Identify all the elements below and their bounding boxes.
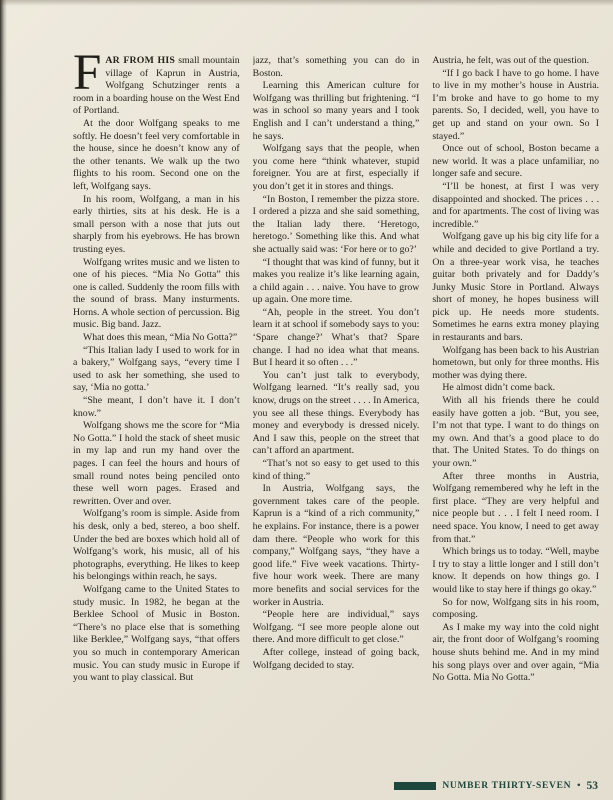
article-column-3: [432, 55, 599, 797]
footer-rule: [394, 782, 436, 790]
article-paragraph: “People here are individual,” says Wolfgang. “I see more people alone out there. And more difficult to get close.”: [252, 609, 420, 646]
issue-label: NUMBER THIRTY-SEVEN: [442, 781, 572, 791]
article-paragraph: Austria, he felt, was out of the question.: [432, 55, 590, 66]
article-paragraph: “Ah, people in the street. You don’t learn it at school if somebody says to you: ‘Spare change?’ What’s that? Spare change. I had no idea what that means. But I heard it so often . . .”: [252, 306, 420, 369]
footer-separator: •: [577, 781, 581, 791]
article-paragraph: Wolfgang shows me the score for “Mia No Gotta.” I hold the stack of sheet music in my lap and run my hand over the pages. I can feel the hours and hours of small round notes being penciled onto these well worn pages. Erased and rewritten. Over and over.: [73, 420, 240, 507]
article-paragraph: In Austria, Wolfgang says, the government takes care of the people. Kaprun is a “kind of a rich community,” he explains. For instance, there is a power dam there. “People who work for this company,” Wolfgang says, “they have a good life.” Five week vacations. Thirty-five hour work week. There are many more benefits and social services for the worker in Austria.: [252, 483, 420, 608]
drop-cap: F: [73, 55, 102, 101]
page-footer: [394, 780, 598, 792]
article-paragraph: “If I go back I have to go home. I have to live in my mother’s house in Austria. I’m broke and have to go home to my parents. So, I decided, well, you have to get up and stand on your own. So I stayed.”: [432, 67, 600, 142]
article-paragraph: After college, instead of going back, Wolfgang decided to stay.: [252, 646, 420, 671]
article-paragraph: After three months in Austria, Wolfgang remembered why he left in the first place. “They are very helpful and nice people but . . . I felt I need room. I need space. You know, I need to get away from that.”: [432, 470, 600, 545]
article-paragraph: Wolfgang’s room is simple. Aside from his desk, only a bed, stereo, a boo shelf. Under the bed are boxes which hold all of Wolfgang’s work, his music, all of his photographs, everything. He likes to keep his belongings within reach, he says.: [73, 508, 240, 583]
scan-edge-top: [0, 0, 613, 6]
article-paragraph: Wolfgang writes music and we listen to one of his pieces. “Mia No Gotta” this one is called. Suddenly the room fills with the sound of brass. Many insturments. Horns. A whole section of percussion. Big music. Big band. Jazz.: [73, 256, 240, 331]
article-paragraph: “She meant, I don’t have it. I don’t know.”: [73, 395, 240, 419]
article-paragraph: Wolfgang says that the people, when you come here “think whatever, stupid foreigner. You are at first, especially if you don’t get it in stores and things.: [252, 143, 420, 192]
article-body: [73, 55, 599, 797]
article-paragraph: So for now, Wolfgang sits in his room, composing.: [432, 596, 600, 621]
article-paragraph: At the door Wolfgang speaks to me softly. He doesn’t feel very comfortable in the house, since he doesn’t know any of the other tenants. We walk up the two flights to his room. Second one on the left, Wolfgang says.: [73, 117, 240, 192]
article-paragraph: FAR FROM HIS small mountain village of Kaprun in Austria, Wolfgang Schutzinger rents a room in a boarding house on the West End of Portland.: [73, 55, 240, 117]
article-paragraph: You can’t just talk to everybody, Wolfgang learned. “It’s really sad, you know, drugs on the street . . . . In America, you see all these things. Everybody has money and everybody is dressed nicely. And I saw this, people on the street that can’t afford an apartment.: [252, 369, 420, 457]
article-paragraph: As I make my way into the cold night air, the front door of Wolfgang’s rooming house shuts behind me. And in my mind his song plays over and over again, “Mia No Gotta. Mia No Gotta.”: [432, 621, 600, 684]
article-column-1: [73, 55, 240, 797]
lead-in-caps: AR FROM HIS: [105, 55, 175, 66]
article-paragraph: “That’s not so easy to get used to this kind of thing.”: [252, 458, 420, 482]
article-paragraph: With all his friends there he could easily have gotten a job. “But, you see, I’m not that type. I want to do things on my own. And that’s a good place to do that. The United States. To do things on your own.”: [432, 395, 600, 469]
article-paragraph: Which brings us to today. “Well, maybe I try to stay a little longer and I still don’t know. It depends on how things go. I would like to stay here if things go okay.”: [432, 546, 600, 595]
article-paragraph: “I thought that was kind of funny, but it makes you realize it’s like learning again, a child again . . . naive. You have to grow up again. One more time.: [252, 256, 420, 306]
article-paragraph: Learning this American culture for Wolfgang was thrilling but frightening. “I was in school so many years and I took English and I can’t understand a thing,” he says.: [252, 80, 420, 142]
article-paragraph: Wolfgang gave up his big city life for a while and decided to give Portland a try. On a three-year work visa, he teaches guitar both privately and for Daddy’s Junky Music Store in Portland. Always short of money, he hopes business will pick up. He needs more students. Sometimes he earns extra money playing in restaurants and bars.: [432, 231, 600, 344]
article-paragraph: Once out of school, Boston became a new world. It was a place unfamiliar, no longer safe and secure.: [432, 143, 600, 180]
article-paragraph: In his room, Wolfgang, a man in his early thirties, sits at his desk. He is a small person with a nose that juts out sharply from his eyebrows. He has brown trusting eyes.: [73, 193, 240, 255]
article-paragraph: He almost didn’t come back.: [442, 382, 556, 394]
article-paragraph: jazz, that’s something you can do in Boston.: [252, 55, 420, 79]
scan-edge-left: [0, 0, 7, 800]
article-paragraph: “This Italian lady I used to work for in a bakery,” Wolfgang says, “every time I used to ask her something, she used to say, ‘Mia no gotta.’: [73, 344, 240, 394]
article-column-2: [253, 55, 420, 797]
article-paragraph: Wolfgang came to the United States to study music. In 1982, he began at the Berklee School of Music in Boston. “There’s no place else that is something like Berklee,” Wolfgang says, “that offers you so much in contemporary American music. You can study music in Europe if you want to play classical. But: [73, 583, 240, 684]
article-paragraph: “In Boston, I remember the pizza store. I ordered a pizza and she said something, the Italian lady there. ‘Heretogo, heretogo.’ Something like this. And what she actually said was: ‘For here or to go?’: [252, 193, 420, 255]
article-paragraph: Wolfgang has been back to his Austrian hometown, but only for three months. His mother was dying there.: [432, 344, 600, 381]
article-paragraph: “I’ll be honest, at first I was very disappointed and shocked. The prices . . . and for apartments. The cost of living was incredible.”: [432, 180, 600, 230]
article-paragraph: What does this mean, “Mia No Gotta?”: [83, 332, 238, 344]
page-number: 53: [586, 780, 598, 792]
